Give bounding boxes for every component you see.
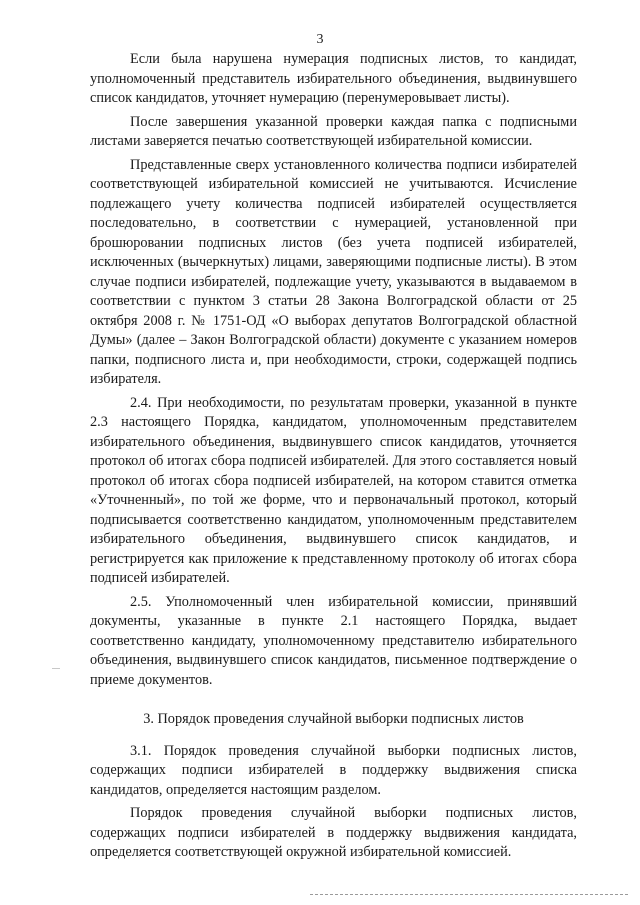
paragraph-renumbering: Если была нарушена нумерация подписных листов, то кандидат, уполномоченный представитель избирательного объединения, выдвинувшего список кандидатов, уточняет нумерацию (перенумеровывает листы). [90, 51, 577, 106]
margin-mark [52, 668, 60, 669]
paragraph-folder-seal: После завершения указанной проверки каждая папка с подписными листами заверяется печатью соответствующей избирательной комиссии. [90, 113, 577, 149]
paragraph-2-4: 2.4. При необходимости, по результатам проверки, указанной в пункте 2.3 настоящего Порядка, кандидатом, уполномоченным представителем избирательного объединения, выдвинувшего список кандидатов, уточняется протокол об итогах сбора подписей избирателей. Для этого составляется новый протокол об итогах сбора подписей избирателей, на котором ставится отметка «Уточненный», по той же форме, что и первоначальный протокол, который подписывается соответственно кандидатом, уполномоченным представителем избирательного объединения, выдвинувшего список кандидатов, и регистрируется как приложение к представленному протоколу об итогах сбора подписей избирателей. [90, 394, 577, 586]
footer-scan-line [310, 894, 628, 896]
paragraph-excess-signatures: Представленные сверх установленного количества подписи избирателей соответствующей избирательной комиссией не учитываются. Исчисление подлежащего учету количества подписей избирателей осуществляется последовательно, в соответствии с нумерацией, установленной при брошюровании подписных листов (без учета подписей избирателей, исключенных (вычеркнутых) лицами, заверяющими подписные листы). В этом случае подписи избирателей, подлежащие учету, указываются в выдаваемом в соответствии с пунктом 3 статьи 28 Закона Волгоградской области от 25 октября 2008 г. № 1751-ОД «О выборах депутатов Волгоградской областной Думы» (далее – Закон Волгоградской области) документе с указанием номеров папки, подписного листа и, при необходимости, строки, содержащей подпись избирателя. [90, 156, 577, 387]
paragraph-3-1: 3.1. Порядок проведения случайной выборки подписных листов, содержащих подписи избирателей в поддержку выдвижения списка кандидатов, определяется настоящим разделом. [90, 742, 577, 798]
page-number: 3 [316, 32, 324, 47]
document-body [90, 50, 577, 863]
paragraph-2-5: 2.5. Уполномоченный член избирательной комиссии, принявший документы, указанные в пункте 2.1 настоящего Порядка, выдает соответственно кандидату, уполномоченному представителю избирательного объединения, выдвинувшего список кандидатов, письменное подтверждение о приеме документов. [90, 593, 577, 688]
section-heading: 3. Порядок проведения случайной выборки подписных листов [143, 711, 524, 727]
paragraph-3-1-district: Порядок проведения случайной выборки подписных листов, содержащих подписи избирателей в поддержку выдвижения кандидата, определяется соответствующей окружной избирательной комиссией. [90, 805, 577, 860]
